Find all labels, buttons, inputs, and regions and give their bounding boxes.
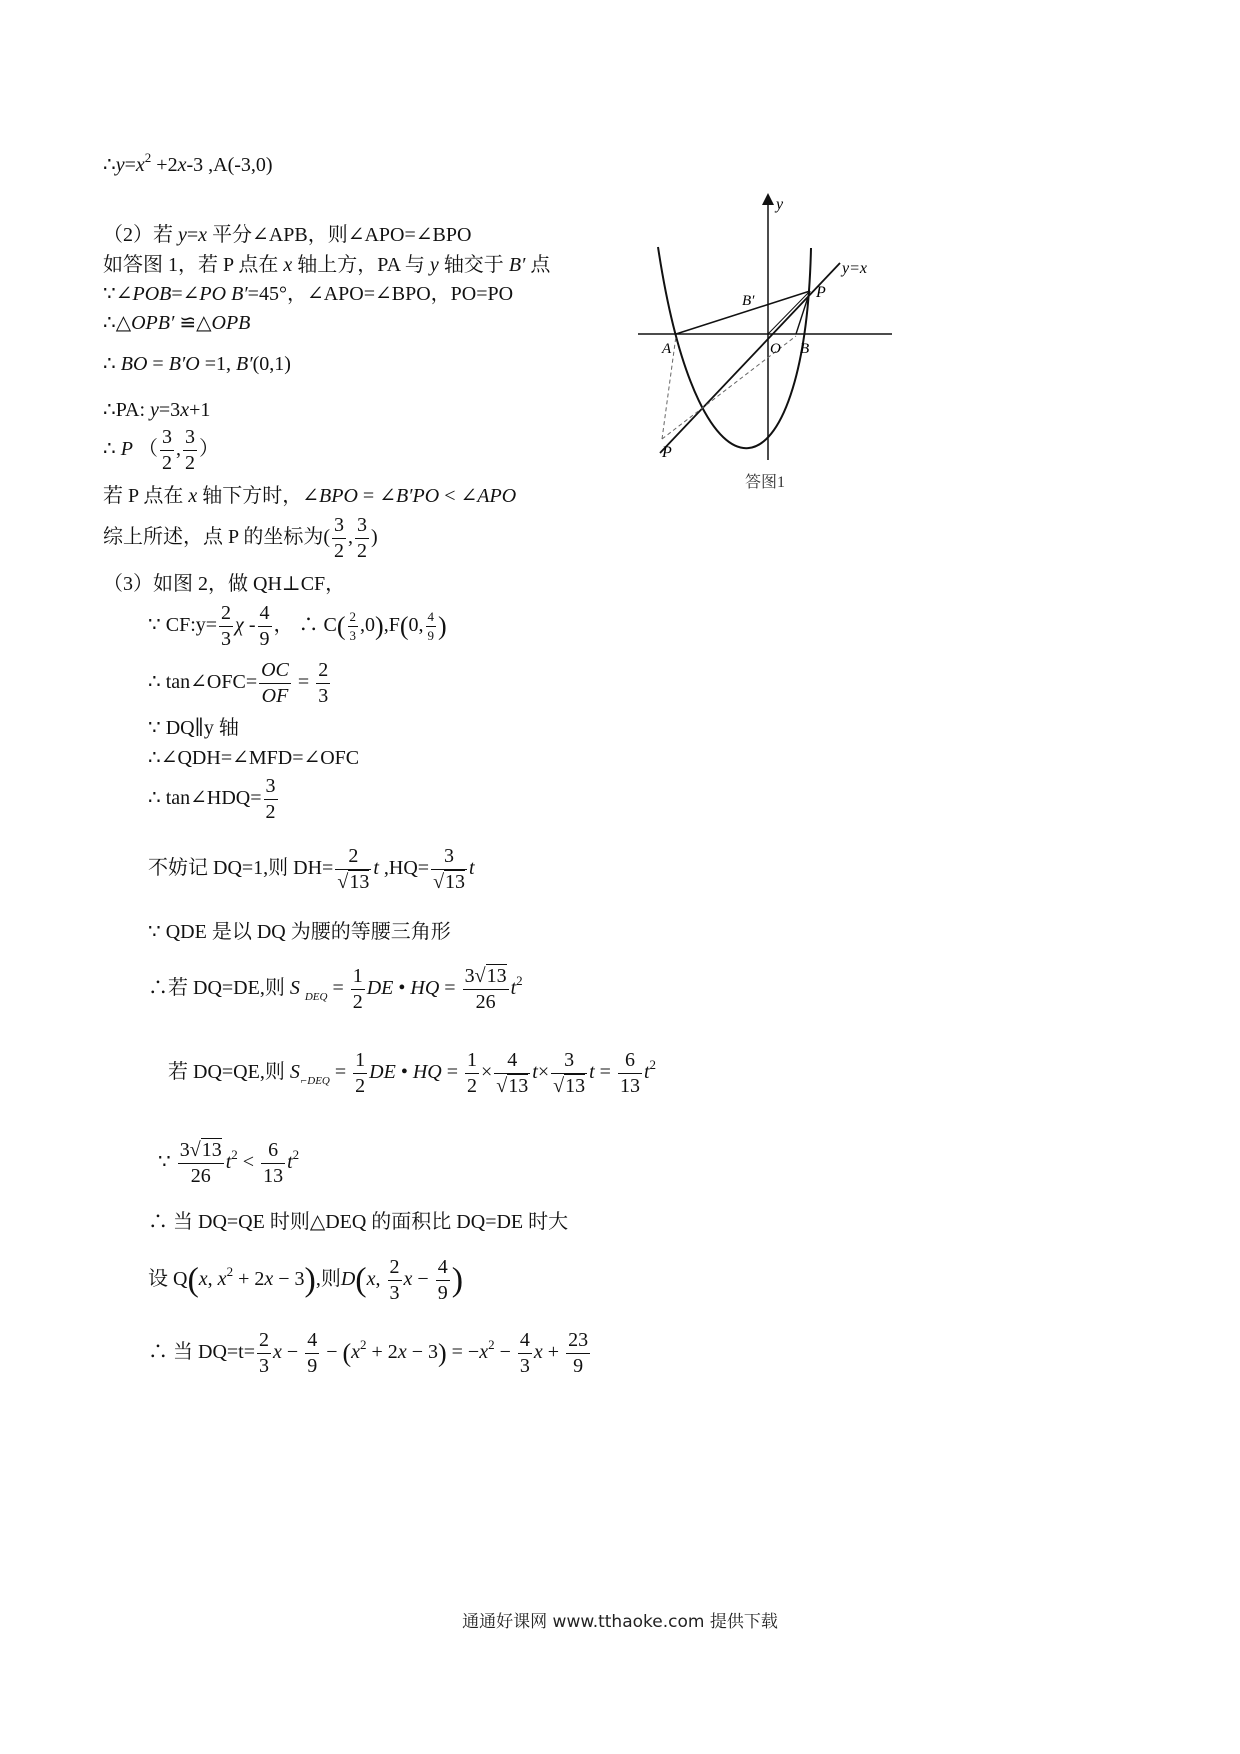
text-line-12: ∵ CF:y= $\frac{2}{3}$ χ - $\frac{4}{9}$ ， ∴ C( $\frac{2}{3}$ ,0),F(0, $\frac{4}{9}$ ) bbox=[148, 602, 447, 650]
figure-1 bbox=[630, 185, 900, 515]
label-B: B bbox=[800, 341, 810, 357]
text-line-9: 若 P 点在 x 轴下方时，∠BPO = ∠B′PO < ∠APO bbox=[103, 485, 517, 507]
text-line-13: ∴ tan∠OFC= $\frac{OC}{OF}$ = $\frac{2}{3}$ bbox=[148, 659, 329, 707]
text-line-5: ∴△OPB′ ≌△OPB bbox=[103, 312, 251, 334]
line-y-equals-x bbox=[660, 263, 840, 453]
text-line-11: （3）如图 2，做 QH⊥CF， bbox=[103, 573, 346, 595]
label-P-upper: P bbox=[816, 284, 826, 301]
text-line-6: ∴ BO = B′O =1, B′(0,1) bbox=[103, 353, 291, 375]
text-line-3: 如答图 1，若 P 点在 x 轴上方，PA 与 y 轴交于 B′ 点 bbox=[103, 254, 551, 276]
parabola bbox=[658, 247, 811, 448]
figure-caption: 答图1 bbox=[745, 474, 786, 491]
label-O: O bbox=[770, 341, 781, 357]
text-line-20: 若 DQ=QE,则 $S_{⌐DEQ}$ = $\frac{1}{2}$ DE • HQ = $\frac{1}{2}$ × $\frac{4}{√13}$ t× $\frac{3}{√13}$ t = $\frac{6}{13}$ $t^2$ bbox=[168, 1049, 656, 1097]
text-line-7: ∴PA: y=3x+1 bbox=[103, 399, 211, 421]
text-line-19: ∴若 DQ=DE,则 S $_{DEQ}$ = $\frac{1}{2}$ DE • HQ = $\frac{3√13}{26}$ $t^2$ bbox=[148, 965, 523, 1013]
label-P-lower: P bbox=[662, 444, 672, 461]
text-line-14: ∵ DQ∥y 轴 bbox=[148, 717, 239, 739]
line-label: y=x bbox=[842, 260, 867, 277]
label-B-prime: B′ bbox=[742, 293, 755, 309]
text-line-8: ∴ P （ $\frac{3}{2}$ , $\frac{3}{2}$ ） bbox=[103, 426, 219, 474]
text-line-2: （2）若 y=x 平分∠APB，则∠APO=∠BPO bbox=[103, 224, 472, 246]
text-line-10: 综上所述，点 P 的坐标为( $\frac{3}{2}$ , $\frac{3}{2}$ ) bbox=[103, 514, 378, 562]
text-line-4: ∵∠POB=∠PO B′=45°，∠APO=∠BPO，PO=PO bbox=[103, 283, 514, 305]
footer-text: 通通好课网 www.tthaoke.com 提供下载 bbox=[462, 1612, 778, 1632]
y-axis-label: y bbox=[776, 196, 784, 213]
text-line-1: $\therefore y=x^2 +2x-3$ ,A(-3,0) bbox=[103, 150, 273, 176]
text-line-21: ∵ $\frac{3√13}{26}$ $t^2$ < $\frac{6}{13}$ $t^2$ bbox=[158, 1139, 300, 1187]
label-A: A bbox=[662, 341, 672, 357]
text-line-16: ∴ tan∠HDQ= $\frac{3}{2}$ bbox=[148, 775, 276, 823]
text-line-22: ∴ 当 DQ=QE 时则△DEQ 的面积比 DQ=DE 时大 bbox=[148, 1211, 569, 1233]
text-line-15: ∴∠QDH=∠MFD=∠OFC bbox=[148, 747, 360, 769]
text-line-17: 不妨记 DQ=1,则 DH= $\frac{2}{√13}$ t ,HQ= $\frac{3}{√13}$ t bbox=[148, 845, 475, 893]
text-line-18: ∵ QDE 是以 DQ 为腰的等腰三角形 bbox=[148, 921, 451, 943]
text-line-24: ∴ 当 DQ=t= $\frac{2}{3}$ x − $\frac{4}{9}$ − $(x^2 + 2x - 3) = -x^2$ − $\frac{4}{3}$ x + $\frac{23}{9}$ bbox=[148, 1329, 589, 1377]
text-line-23: 设 Q(x, $x^2 + 2x - 3$),则D(x, $\frac{2}{3}$ x − $\frac{4}{9}$ ) bbox=[148, 1256, 464, 1304]
